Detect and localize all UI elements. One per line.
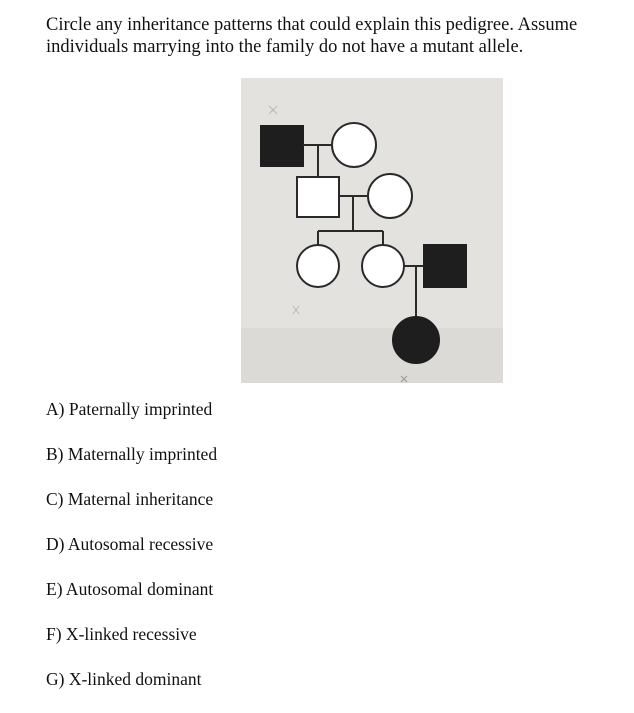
gen3-unaffected-female-right	[362, 245, 404, 287]
option-autosomal-dominant[interactable]: E) Autosomal dominant	[46, 579, 214, 599]
answer-options	[46, 398, 217, 713]
gen4-affected-female	[393, 317, 439, 363]
gen2-unaffected-female	[368, 174, 412, 218]
question-line-2: individuals marrying into the family do not have a mutant allele.	[46, 37, 524, 57]
option-autosomal-recessive[interactable]: D) Autosomal recessive	[46, 534, 214, 554]
gen3-unaffected-female-left	[297, 245, 339, 287]
option-paternally-imprinted[interactable]: A) Paternally imprinted	[46, 399, 213, 419]
option-maternally-imprinted[interactable]: B) Maternally imprinted	[46, 444, 218, 464]
gen2-unaffected-male	[297, 177, 339, 217]
option-x-linked-recessive[interactable]: F) X-linked recessive	[46, 624, 197, 644]
option-x-linked-dominant[interactable]: G) X-linked dominant	[46, 669, 202, 689]
gen3-affected-male	[424, 245, 466, 287]
option-maternal-inheritance[interactable]: C) Maternal inheritance	[46, 489, 214, 509]
question-line-1: Circle any inheritance patterns that could explain this pedigree. Assume	[46, 15, 578, 35]
photo-shading	[241, 328, 503, 383]
gen1-affected-male	[261, 126, 303, 166]
gen1-unaffected-female	[332, 123, 376, 167]
question-text	[46, 14, 626, 58]
pedigree-photo	[241, 78, 503, 383]
